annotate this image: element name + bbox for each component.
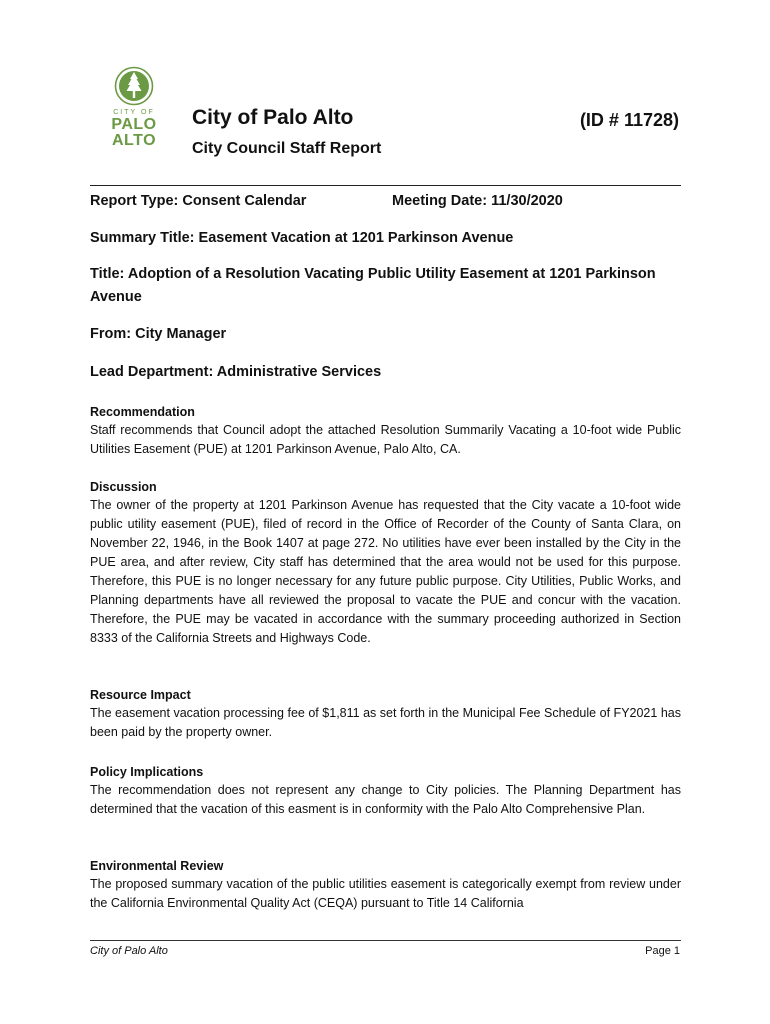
meeting-date: Meeting Date: 11/30/2020 [392, 193, 563, 209]
section-body: The owner of the property at 1201 Parkinson Avenue has requested that the City vacate a 10-foot wide public utility easement (PUE), filed of record in the Office of Recorder of the County of Santa Clara, on November 22, 1946, in the Book 1407 at page 272. No utilities have ever been installed by the City in the PUE area, and after review, City staff has determined that the area would not be used for this purpose. Therefore, this PUE is no longer necessary for any future public purpose. City Utilities, Public Works, and Planning departments have all reviewed the proposal to vacate the PUE and concur with the vacation. Therefore, the PUE may be vacated in accordance with the summary proceeding authorized in Section 8333 of the California Streets and Highways Code. [90, 498, 681, 645]
section-body: The easement vacation processing fee of $1,811 as set forth in the Municipal Fee Schedule of FY2021 has been paid by the property owner. [90, 706, 681, 739]
section-heading: Environmental Review [90, 859, 224, 873]
section-body: The proposed summary vacation of the public utilities easement is categorically exempt from review under the California Environmental Quality Act (CEQA) pursuant to Title 14 California [90, 877, 681, 910]
footer-city: City of Palo Alto [90, 945, 168, 957]
recommendation-section [90, 403, 681, 459]
logo-line-2: ALTO [111, 132, 157, 149]
city-logo [106, 66, 162, 149]
report-subtitle: City Council Staff Report [192, 140, 382, 157]
report-id: (ID # 11728) [579, 110, 679, 130]
document-title: Title: Adoption of a Resolution Vacating Public Utility Easement at 1201 Parkinson Avenue [90, 266, 656, 305]
city-title: City of Palo Alto [192, 106, 354, 129]
environmental-review-section [90, 857, 681, 913]
logo-small-text: CITY OF [113, 109, 155, 116]
policy-implications-section [90, 763, 681, 819]
report-type: Report Type: Consent Calendar [90, 193, 307, 209]
section-heading: Discussion [90, 480, 157, 494]
section-heading: Policy Implications [90, 765, 204, 779]
discussion-section [90, 478, 681, 648]
section-heading: Resource Impact [90, 688, 191, 702]
tree-seal-icon [114, 66, 154, 106]
section-body: The recommendation does not represent any change to City policies. The Planning Department has determined that the vacation of this easment is in conformity with the Palo Alto Comprehensive Plan. [90, 783, 681, 816]
page-number: Page 1 [645, 945, 680, 957]
summary-title: Summary Title: Easement Vacation at 1201 Parkinson Avenue [90, 230, 514, 246]
from-line: From: City Manager [90, 326, 227, 342]
footer-divider [90, 940, 681, 941]
lead-department: Lead Department: Administrative Services [90, 364, 382, 380]
section-heading: Recommendation [90, 405, 195, 419]
header-divider [90, 185, 681, 186]
logo-line-1: PALO [111, 116, 157, 133]
section-body: Staff recommends that Council adopt the attached Resolution Summarily Vacating a 10-foot wide Public Utilities Easement (PUE) at 1201 Parkinson Avenue, Palo Alto, CA. [90, 423, 681, 456]
resource-impact-section [90, 686, 681, 742]
